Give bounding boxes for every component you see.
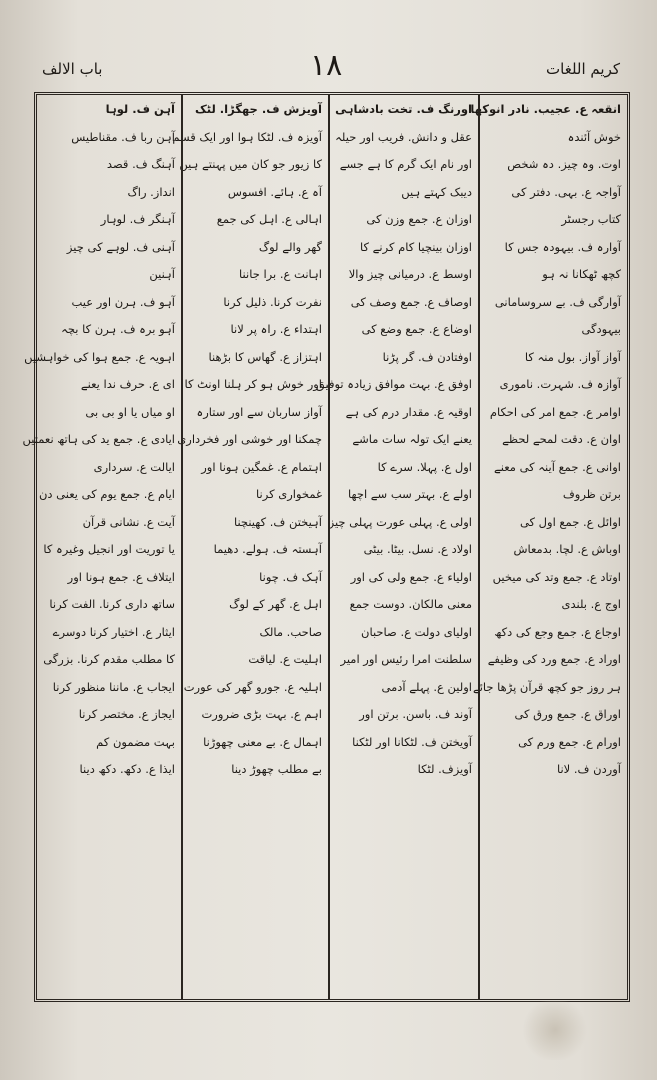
dictionary-entry-line: او میاں یا او بی بی <box>85 404 175 419</box>
dictionary-entry-line: معنی مالکان. دوست جمع <box>349 597 472 611</box>
dictionary-entry-line: آہو برہ ف. ہرن کا بچہ <box>61 322 175 336</box>
dictionary-entry-line: کچھ ٹھکانا نہ ہو <box>542 267 621 281</box>
dictionary-entry-line: اوج ع. بلندی <box>561 597 621 611</box>
dictionary-entry-line: اوزان ع. جمع وزن کی <box>366 212 472 226</box>
dictionary-entry-line: نفرت کرنا. ذلیل کرنا <box>223 294 322 309</box>
column-3 <box>172 95 330 999</box>
dictionary-entry-line: اوفق ع. بہت موافق زیادہ توفیق <box>315 377 472 391</box>
dictionary-entry-line: ایام ع. جمع یوم کی یعنی دن <box>38 487 175 501</box>
dictionary-entry-line: ای ع. حرف ندا یعنے <box>80 377 175 391</box>
dictionary-entry-line: برتن ظروف <box>562 487 621 501</box>
dictionary-entry-line: اہتمام ع. غمگین ہونا اور <box>201 459 322 474</box>
dictionary-entry-line: کتاب رجسٹر <box>561 212 621 226</box>
dictionary-entry-line: خوش آئندہ <box>567 129 621 144</box>
dictionary-entry-line: آوردن ف. لانا <box>556 762 621 776</box>
dictionary-entry-line: آہو ف. ہرن اور عیب <box>71 294 175 309</box>
dictionary-entry-line: کا زیور جو کان میں پہنتے ہیں <box>179 157 322 171</box>
dictionary-entry-line: ایثار ع. اختیار کرنا دوسرے <box>52 624 175 639</box>
dictionary-entry-line: اہمال ع. بے معنی چھوڑنا <box>203 734 322 749</box>
dictionary-entry-line: بیہودگی <box>581 322 621 336</box>
dictionary-entry-line: آوازہ ف. شہرت. ناموری <box>499 377 621 391</box>
dictionary-entry-line: کا مطلب مقدم کرنا. بزرگی <box>43 652 175 666</box>
chapter-title: باب الالف <box>42 60 103 78</box>
dictionary-entry-line: آویزہ ف. لٹکا ہوا اور ایک قسم <box>172 129 322 144</box>
dictionary-entry-line: انقعہ ع. عجیب. نادر انوکھا <box>470 102 621 116</box>
dictionary-entry-line: انداز. راگ <box>127 184 175 199</box>
dictionary-entry-line: اہلیت ع. لیاقت <box>248 652 322 666</box>
dictionary-entry-line: آویختن ف. لٹکانا اور لٹکنا <box>352 734 472 749</box>
dictionary-entry-line: اوراق ع. جمع ورق کی <box>514 707 621 721</box>
dictionary-entry-line: اہم ع. بہت بڑی ضرورت <box>201 707 322 721</box>
dictionary-entry-line: آہیختن ف. کھینچنا <box>233 514 322 529</box>
dictionary-entry-line: آہن ف. لوہا <box>105 102 175 116</box>
dictionary-entry-line: ایجاب ع. ماننا منظور کرنا <box>52 679 175 694</box>
dictionary-entry-line: آوارگی ف. بے سروسامانی <box>494 294 621 309</box>
dictionary-entry-line: ایذا ع. دکھ. دکھ دینا <box>79 762 175 776</box>
column-1 <box>470 95 627 999</box>
column-4 <box>22 95 183 999</box>
dictionary-entry-line: اوتاد ع. جمع وتد کی میخیں <box>492 569 621 584</box>
dictionary-entry-line: اہلیہ ع. جورو گھر کی عورت <box>183 679 322 694</box>
dictionary-entry-line: آوند ف. باسن. برتن اور <box>359 707 472 721</box>
dictionary-entry-line: اولی ع. پہلی عورت پہلی چیز <box>328 514 472 529</box>
dictionary-entry-line: آوارہ ف. بیہودہ جس کا <box>504 239 621 254</box>
dictionary-entry-line: اوانی ع. جمع آینہ کی معنے <box>494 459 621 474</box>
dictionary-entry-line: ایتلاف ع. جمع ہونا اور <box>67 569 175 584</box>
column-2 <box>315 95 480 999</box>
dictionary-entry-line: اوباش ع. لچا. بدمعاش <box>513 542 621 556</box>
dictionary-entry-line: اہویہ ع. جمع ہوا کی خواہشیں <box>24 349 175 364</box>
dictionary-entry-line: اوزان بینچیا کام کرنے کا <box>360 239 472 254</box>
dictionary-entry-line: اہانت ع. برا جاننا <box>239 267 322 281</box>
dictionary-entry-line: اور نام ایک گرم کا ہے جسے <box>339 157 472 171</box>
dictionary-entry-line: صاحب. مالک <box>259 624 322 639</box>
dictionary-entry-line: ساتھ داری کرنا. الفت کرنا <box>49 597 175 611</box>
dictionary-entry-line: اوجاع ع. جمع وجع کی دکھ <box>494 624 621 639</box>
dictionary-entry-line: آویزف. لٹکا <box>417 762 472 776</box>
dictionary-entry-line: آہ ع. ہائے. افسوس <box>227 184 322 199</box>
dictionary-entry-line: چمکنا اور خوشی اور فخرداری <box>177 432 322 446</box>
dictionary-entry-line: اولیاء ع. جمع ولی کی اور <box>350 569 472 584</box>
page-number: ۱۸ <box>310 48 343 83</box>
page-header <box>30 48 630 88</box>
dictionary-entry-line: اوان ع. دقت لمحے لحظے <box>502 432 621 446</box>
dictionary-entry-line: اہتداء ع. راہ پر لانا <box>230 322 322 336</box>
dictionary-entry-line: اہالی ع. اہل کی جمع <box>216 212 322 226</box>
dictionary-entry-line: ہر روز جو کچھ قرآن پڑھا جائے <box>472 679 621 694</box>
dictionary-entry-line: اولے ع. بہتر سب سے اچھا <box>348 487 472 501</box>
dictionary-entry-line: اہتزاز ع. گھاس کا بڑھنا <box>208 349 322 364</box>
dictionary-entry-line: دیبک کہتے ہیں <box>401 184 472 199</box>
dictionary-entry-line: یا توریت اور انجیل وغیرہ کا <box>43 542 175 556</box>
dictionary-entry-line: اوصاف ع. جمع وصف کی <box>350 294 472 309</box>
dictionary-entry-line: آہن ربا ف. مقناطیس <box>71 129 175 144</box>
dictionary-entry-line: اول ع. پہلا. سرے کا <box>377 459 472 474</box>
dictionary-entry-line: بہت مضمون کم <box>96 734 175 749</box>
dictionary-entry-line: اہل ع. گھر کے لوگ <box>229 597 322 611</box>
dictionary-entry-line: غمخواری کرنا <box>256 487 322 501</box>
dictionary-entry-line: آہنی ف. لوہے کی چیز <box>66 239 175 254</box>
dictionary-entry-line: اوت. وہ چیز. دہ شخص <box>507 157 621 171</box>
dictionary-entry-line: اورنگ ف. تخت بادشاہی <box>335 102 472 116</box>
dictionary-entry-line: بے مطلب چھوڑ دینا <box>231 762 322 776</box>
dictionary-entry-line: آیت ع. نشانی قرآن <box>82 514 175 529</box>
dictionary-entry-line: گھر والے لوگ <box>258 239 322 254</box>
dictionary-entry-line: آہنگ ف. قصد <box>106 157 175 171</box>
dictionary-entry-line: اولاد ع. نسل. بیٹا. بیٹی <box>363 542 472 556</box>
dictionary-entry-line: اوائل ع. جمع اول کی <box>519 514 621 529</box>
dictionary-entry-line: عقل و دانش. فریب اور حیلہ <box>335 129 472 144</box>
dictionary-entry-line: ایالت ع. سرداری <box>93 459 175 474</box>
book-title: کریم اللغات <box>546 60 620 78</box>
dictionary-entry-line: ایجاز ع. مختصر کرنا <box>78 707 175 721</box>
dictionary-entry-line: یعنے ایک تولہ سات ماشے <box>352 432 472 446</box>
dictionary-entry-line: آواز ساربان سے اور ستارہ <box>196 404 322 419</box>
dictionary-entry-line: اورام ع. جمع ورم کی <box>518 734 621 749</box>
dictionary-entry-line: اور خوش ہو کر ہلنا اونٹ کا <box>184 377 322 391</box>
text-frame <box>22 92 630 1002</box>
dictionary-entry-line: ایادی ع. جمع ید کی ہاتھ نعمتیں <box>22 432 175 446</box>
dictionary-entry-line: اوفتادن ف. گر پڑنا <box>382 349 472 364</box>
paper-stain <box>520 1000 590 1060</box>
dictionary-entry-line: آواجہ ع. بہی. دفتر کی <box>511 184 621 199</box>
dictionary-entry-line: اوراد ع. جمع ورد کی وظیفے <box>487 652 621 666</box>
dictionary-entry-line: اوضاع ع. جمع وضع کی <box>361 322 472 336</box>
dictionary-entry-line: آہنین <box>149 267 175 281</box>
dictionary-entry-line: سلطنت امرا رئیس اور امیر <box>340 652 472 666</box>
dictionary-entry-line: اوسط ع. درمیانی چیز والا <box>348 267 472 281</box>
dictionary-entry-line: اوامر ع. جمع امر کی احکام <box>489 404 621 419</box>
dictionary-entry-line: آہستہ ف. ہولے. دھیما <box>213 542 322 556</box>
dictionary-entry-line: آہک ف. چونا <box>259 569 322 584</box>
dictionary-entry-line: اولیای دولت ع. صاحبان <box>361 624 472 639</box>
dictionary-entry-line: اولین ع. پہلے آدمی <box>381 679 472 694</box>
dictionary-entry-line: اوقیہ ع. مقدار درم کی ہے <box>345 404 472 419</box>
dictionary-entry-line: آہنگر ف. لوہار <box>100 212 175 226</box>
dictionary-entry-line: آویزش ف. جھگڑا. لٹک <box>195 102 322 116</box>
dictionary-entry-line: آواز آواز. بول منہ کا <box>524 349 621 364</box>
